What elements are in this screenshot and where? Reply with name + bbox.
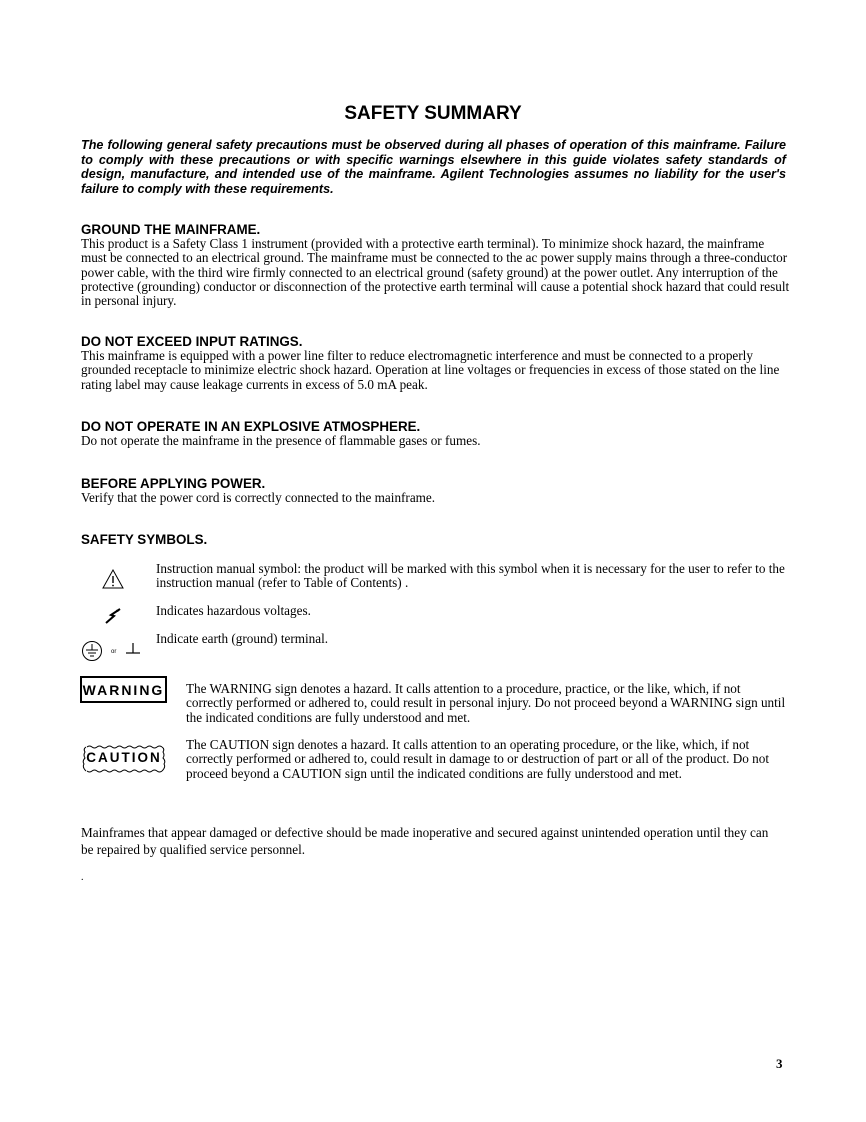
- lightning-bolt-icon: [102, 607, 124, 625]
- protective-earth-icon: [81, 640, 103, 662]
- section-body: This product is a Safety Class 1 instrument (provided with a protective earth terminal). To minimize shock hazard, the mainframe must be connected to an electrical ground. The mainframe must be connected to the ac power supply mains through a three-conductor power cable, with the third wire firmly connected to an electrical ground (safety ground) at the power outlet. Any interruption of the protective (grounding) conductor or disconnection of the protective earth terminal will cause a potential shock hazard that could result in personal injury.: [81, 236, 790, 309]
- section-heading: BEFORE APPLYING POWER.: [81, 476, 266, 491]
- section-explosive: [81, 419, 791, 448]
- section-heading: DO NOT EXCEED INPUT RATINGS.: [81, 334, 303, 349]
- intro-paragraph: The following general safety precautions must be observed during all phases of operation of this mainframe. Failure to comply with these precautions or with specific warnings elsewhere in this guide violates safety standards of design, manufacture, and intended use of the mainframe. Agilent Technologies assumes no liability for the user's failure to comply with these requirements.: [81, 138, 786, 196]
- hazardous-voltage-text: Indicates hazardous voltages.: [156, 603, 311, 618]
- section-before-power: [81, 476, 791, 505]
- or-label: or: [111, 649, 117, 655]
- closing-paragraph: Mainframes that appear damaged or defective should be made inoperative and secured against unintended operation until they can be repaired by qualified service personnel.: [81, 825, 769, 857]
- page-number: 3: [776, 1056, 783, 1071]
- section-heading: DO NOT OPERATE IN AN EXPLOSIVE ATMOSPHERE.: [81, 419, 421, 434]
- page-title: SAFETY SUMMARY: [344, 103, 522, 124]
- instruction-manual-symbol-text: Instruction manual symbol: the product will be marked with this symbol when it is necessary for the user to refer to the instruction manual (refer to Table of Contents) .: [156, 561, 785, 591]
- ground-terminal-icon: [124, 641, 142, 657]
- warning-sign: WARNING: [80, 676, 167, 703]
- section-body: Verify that the power cord is correctly connected to the mainframe.: [81, 490, 436, 505]
- section-body: This mainframe is equipped with a power line filter to reduce electromagnetic interference and must be connected to a properly grounded receptacle to minimize electric shock hazard. Operation at line voltages or frequencies in excess of those stated on the line rating label may cause leakage currents in excess of 5.0 mA peak.: [81, 348, 780, 392]
- section-ground: [81, 222, 791, 308]
- stray-mark: .: [81, 872, 84, 883]
- caution-text: The CAUTION sign denotes a hazard. It calls attention to an operating procedure, or the like, which, if not correctly performed or adhered to, could result in damage to or destruction of part or all of the product. Do not proceed beyond a CAUTION sign until the indicated conditions are fully understood and met.: [186, 737, 769, 781]
- section-heading: SAFETY SYMBOLS.: [81, 532, 208, 547]
- section-body: Do not operate the mainframe in the presence of flammable gases or fumes.: [81, 433, 481, 448]
- caution-sign: [81, 744, 167, 774]
- section-heading: GROUND THE MAINFRAME.: [81, 222, 261, 237]
- caution-triangle-icon: [102, 569, 124, 589]
- section-input-ratings: [81, 334, 791, 392]
- earth-terminal-text: Indicate earth (ground) terminal.: [156, 631, 329, 646]
- caution-label: CAUTION: [86, 750, 162, 765]
- section-safety-symbols: [81, 532, 791, 547]
- warning-text: The WARNING sign denotes a hazard. It calls attention to a procedure, practice, or the like, which, if not correctly performed or adhered to, could result in personal injury. Do not proceed beyond a WARNING sign until the indicated conditions are fully understood and met.: [186, 681, 786, 725]
